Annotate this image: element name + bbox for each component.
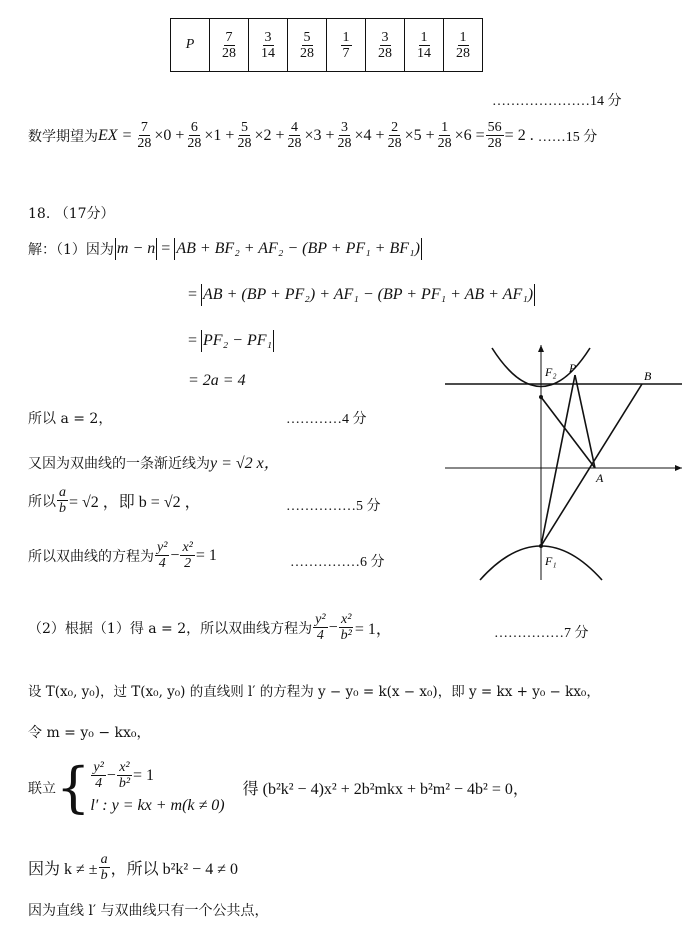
y-axis-arrow	[538, 345, 544, 352]
table-cell: $\frac{5}{28}$	[288, 19, 327, 72]
label-f1: F₁	[545, 554, 557, 568]
point-f1	[539, 544, 543, 548]
question-18-heading: 18. （17分）	[28, 206, 115, 222]
x-axis-arrow	[675, 465, 682, 471]
expectation-prefix: 数学期望为	[28, 128, 98, 145]
segment-f1-b	[541, 384, 642, 546]
table-cell: $\frac{1}{28}$	[444, 19, 483, 72]
probability-table	[170, 18, 483, 72]
table-cell: $\frac{1}{14}$	[405, 19, 444, 72]
segment-f1-p	[541, 375, 575, 546]
asymptote-line: 又因为双曲线的一条渐近线为y = √2 x，	[28, 455, 280, 472]
hyperbola-equation-line: 所以双曲线的方程为 $\frac{\text{y²}}{4}$ − $\frac{\text{x²}}{2}$ = 1	[28, 540, 217, 571]
table-cell: $\frac{3}{28}$	[366, 19, 405, 72]
table-cell: $\frac{3}{14}$	[249, 19, 288, 72]
solution-line-4: = 2a = 4	[188, 372, 246, 389]
set-line: 设 T(x₀, y₀)，过 T(x₀, y₀) 的直线则 l′ 的方程为 y − y₀ = k(x − x₀)，即 y = kx + y₀ − kx₀，	[28, 684, 600, 700]
score-6: ……………6 分	[290, 555, 385, 570]
solution-line-1: 解：（1）因为 m − n = AB + BF₂ + AF₂ − (BP + PF₁ + BF₁)	[28, 240, 420, 258]
table-cell: $\frac{1}{7}$	[327, 19, 366, 72]
system-block: 联立 { $\frac{\text{y²}}{4}$ − $\frac{\text{x²}}{\text{b²}}$ = 1 l′ : y = kx + m(k ≠ 0) 得 (b²k² − 4)x² + 2b²mkx + b²m² − 4b² = 0，	[28, 755, 529, 819]
score-5: ……………5 分	[286, 499, 381, 514]
label-b: B	[644, 369, 652, 383]
score-7: ……………7 分	[494, 626, 589, 641]
label-a: A	[596, 471, 604, 485]
label-p: P	[569, 361, 577, 375]
part2-line: （2）根据（1）得 a = 2，所以双曲线方程为 $\frac{\text{y²}}{4}$ − $\frac{\text{x²}}{\text{b²}}$ = 1，	[28, 612, 392, 643]
a-equals-2: 所以 a = 2，	[28, 411, 113, 427]
expectation-line: 数学期望为 EX = $\frac{7}{28}$ ×0 + $\frac{6}{28}$ ×1 + $\frac{5}{28}$ ×2 + $\frac{4}{28}$ ×3 + $\frac{3}{28}$ ×4 + $\frac{2}{28}$ ×5 + $\frac{1}{28}$ ×6 = $\frac{56}{28}$ = 2 . ……15 分	[28, 120, 598, 151]
solution-line-2: = AB + (BP + PF₂) + AF₁ − (BP + PF₁ + AB + AF₁)	[188, 284, 536, 306]
ab-ratio-line: 所以 $\frac{a}{b}$ = √2 ，即 b = √2 ，	[28, 485, 201, 516]
table-label: P	[171, 19, 210, 72]
score-15: ……15 分	[537, 129, 598, 145]
table-cell: $\frac{7}{28}$	[210, 19, 249, 72]
k-condition-line: 因为 k ≠ ± $\frac{a}{b}$ ，所以 b²k² − 4 ≠ 0	[28, 852, 238, 883]
solution-line-3: = PF₂ − PF₁	[188, 330, 275, 352]
hyperbola-figure	[440, 340, 685, 585]
point-f2	[539, 395, 543, 399]
ex-symbol: EX =	[98, 126, 133, 144]
score-14: …………………14 分	[492, 94, 622, 109]
score-4: …………4 分	[286, 412, 367, 427]
label-f2: F₂	[545, 365, 557, 379]
last-line: 因为直线 l′ 与双曲线只有一个公共点，	[28, 903, 269, 919]
let-line: 令 m = y₀ − kx₀，	[28, 725, 151, 741]
